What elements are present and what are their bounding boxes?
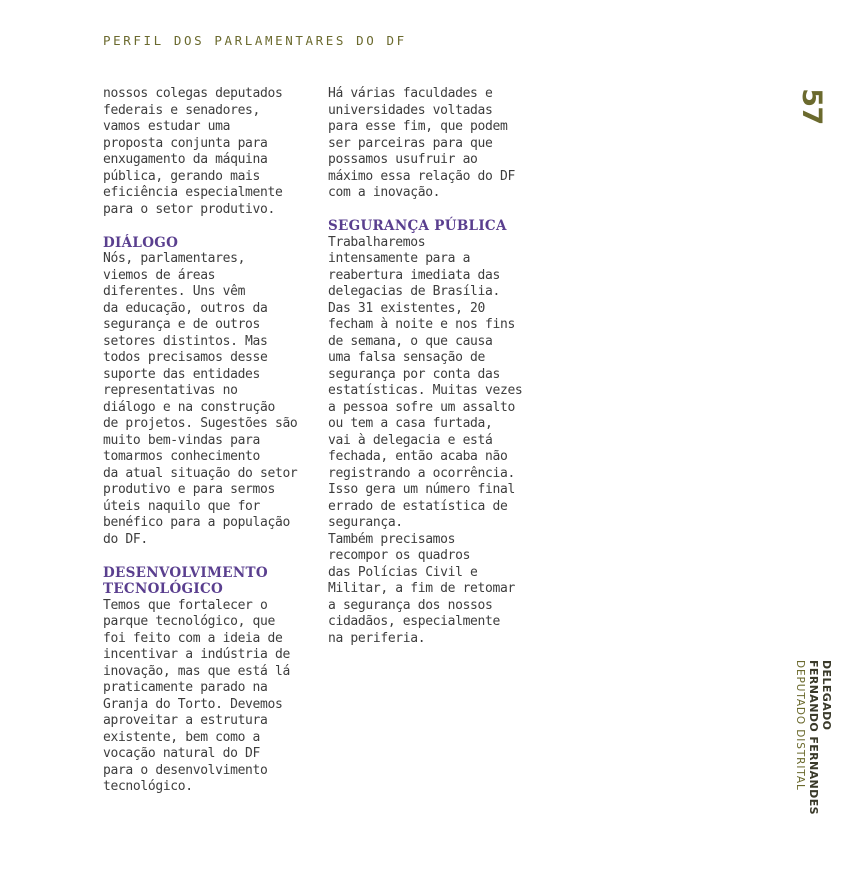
running-header: PERFIL DOS PARLAMENTARES DO DF [103, 33, 407, 48]
seguranca-paragraph-1: Trabalharemos intensamente para a reabertura imediata das delegacias de Brasília. Das 31 existentes, 20 fecham à noite e nos fins de semana, o que causa uma falsa sensação de segurança por conta das estatísticas. Muitas vezes a pessoa sofre um assalto ou tem a casa furtada, vai à delegacia e está fechada, então acaba não registrando a ocorrência. Isso gera um número final errado de estatística de segurança. [328, 234, 523, 530]
seguranca-heading: SEGURANÇA PÚBLICA [328, 218, 507, 234]
intro-paragraph: nossos colegas deputados federais e senadores, vamos estudar uma proposta conjunta para enxugamento da máquina pública, gerando mais eficiência especialmente para o setor produtivo. [103, 86, 283, 217]
credit-name-line2: FERNANDO FERNANDES [807, 660, 820, 815]
right-column [328, 86, 543, 647]
seguranca-paragraph-2: Também precisamos recompor os quadros das Polícias Civil e Militar, a fim de retomar a segurança dos nossos cidadãos, especialmente na periferia. [328, 531, 515, 646]
left-column [103, 86, 318, 796]
inovacao-paragraph: Há várias faculdades e universidades voltadas para esse fim, que podem ser parceiras para que possamos usufruir ao máximo essa relação do DF com a inovação. [328, 86, 515, 200]
dialogo-paragraph: Nós, parlamentares, viemos de áreas diferentes. Uns vêm da educação, outros da segurança e de outros setores distintos. Mas todos precisamos desse suporte das entidades representativas no diálogo e na construção de projetos. Sugestões são muito bem-vindas para tomarmos conhecimento da atual situação do setor produtivo e para sermos úteis naquilo que for benéfico para a população do DF. [103, 251, 298, 547]
dialogo-heading: DIÁLOGO [103, 234, 179, 251]
desenvolvimento-heading: DESENVOLVIMENTO TECNOLÓGICO [103, 564, 268, 597]
side-credit [793, 660, 833, 832]
credit-name-line1: DELEGADO [820, 660, 833, 731]
desenvolvimento-paragraph: Temos que fortalecer o parque tecnológico, que foi feito com a ideia de incentivar a indústria de inovação, mas que está lá praticamente parado na Granja do Torto. Devemos aproveitar a estrutura existente, bem como a vocação natural do DF para o desenvolvimento tecnológico. [103, 597, 290, 794]
page-number [793, 86, 829, 126]
credit-role: DEPUTADO DISTRITAL [794, 660, 806, 791]
page-number-text: 57 [795, 87, 827, 125]
